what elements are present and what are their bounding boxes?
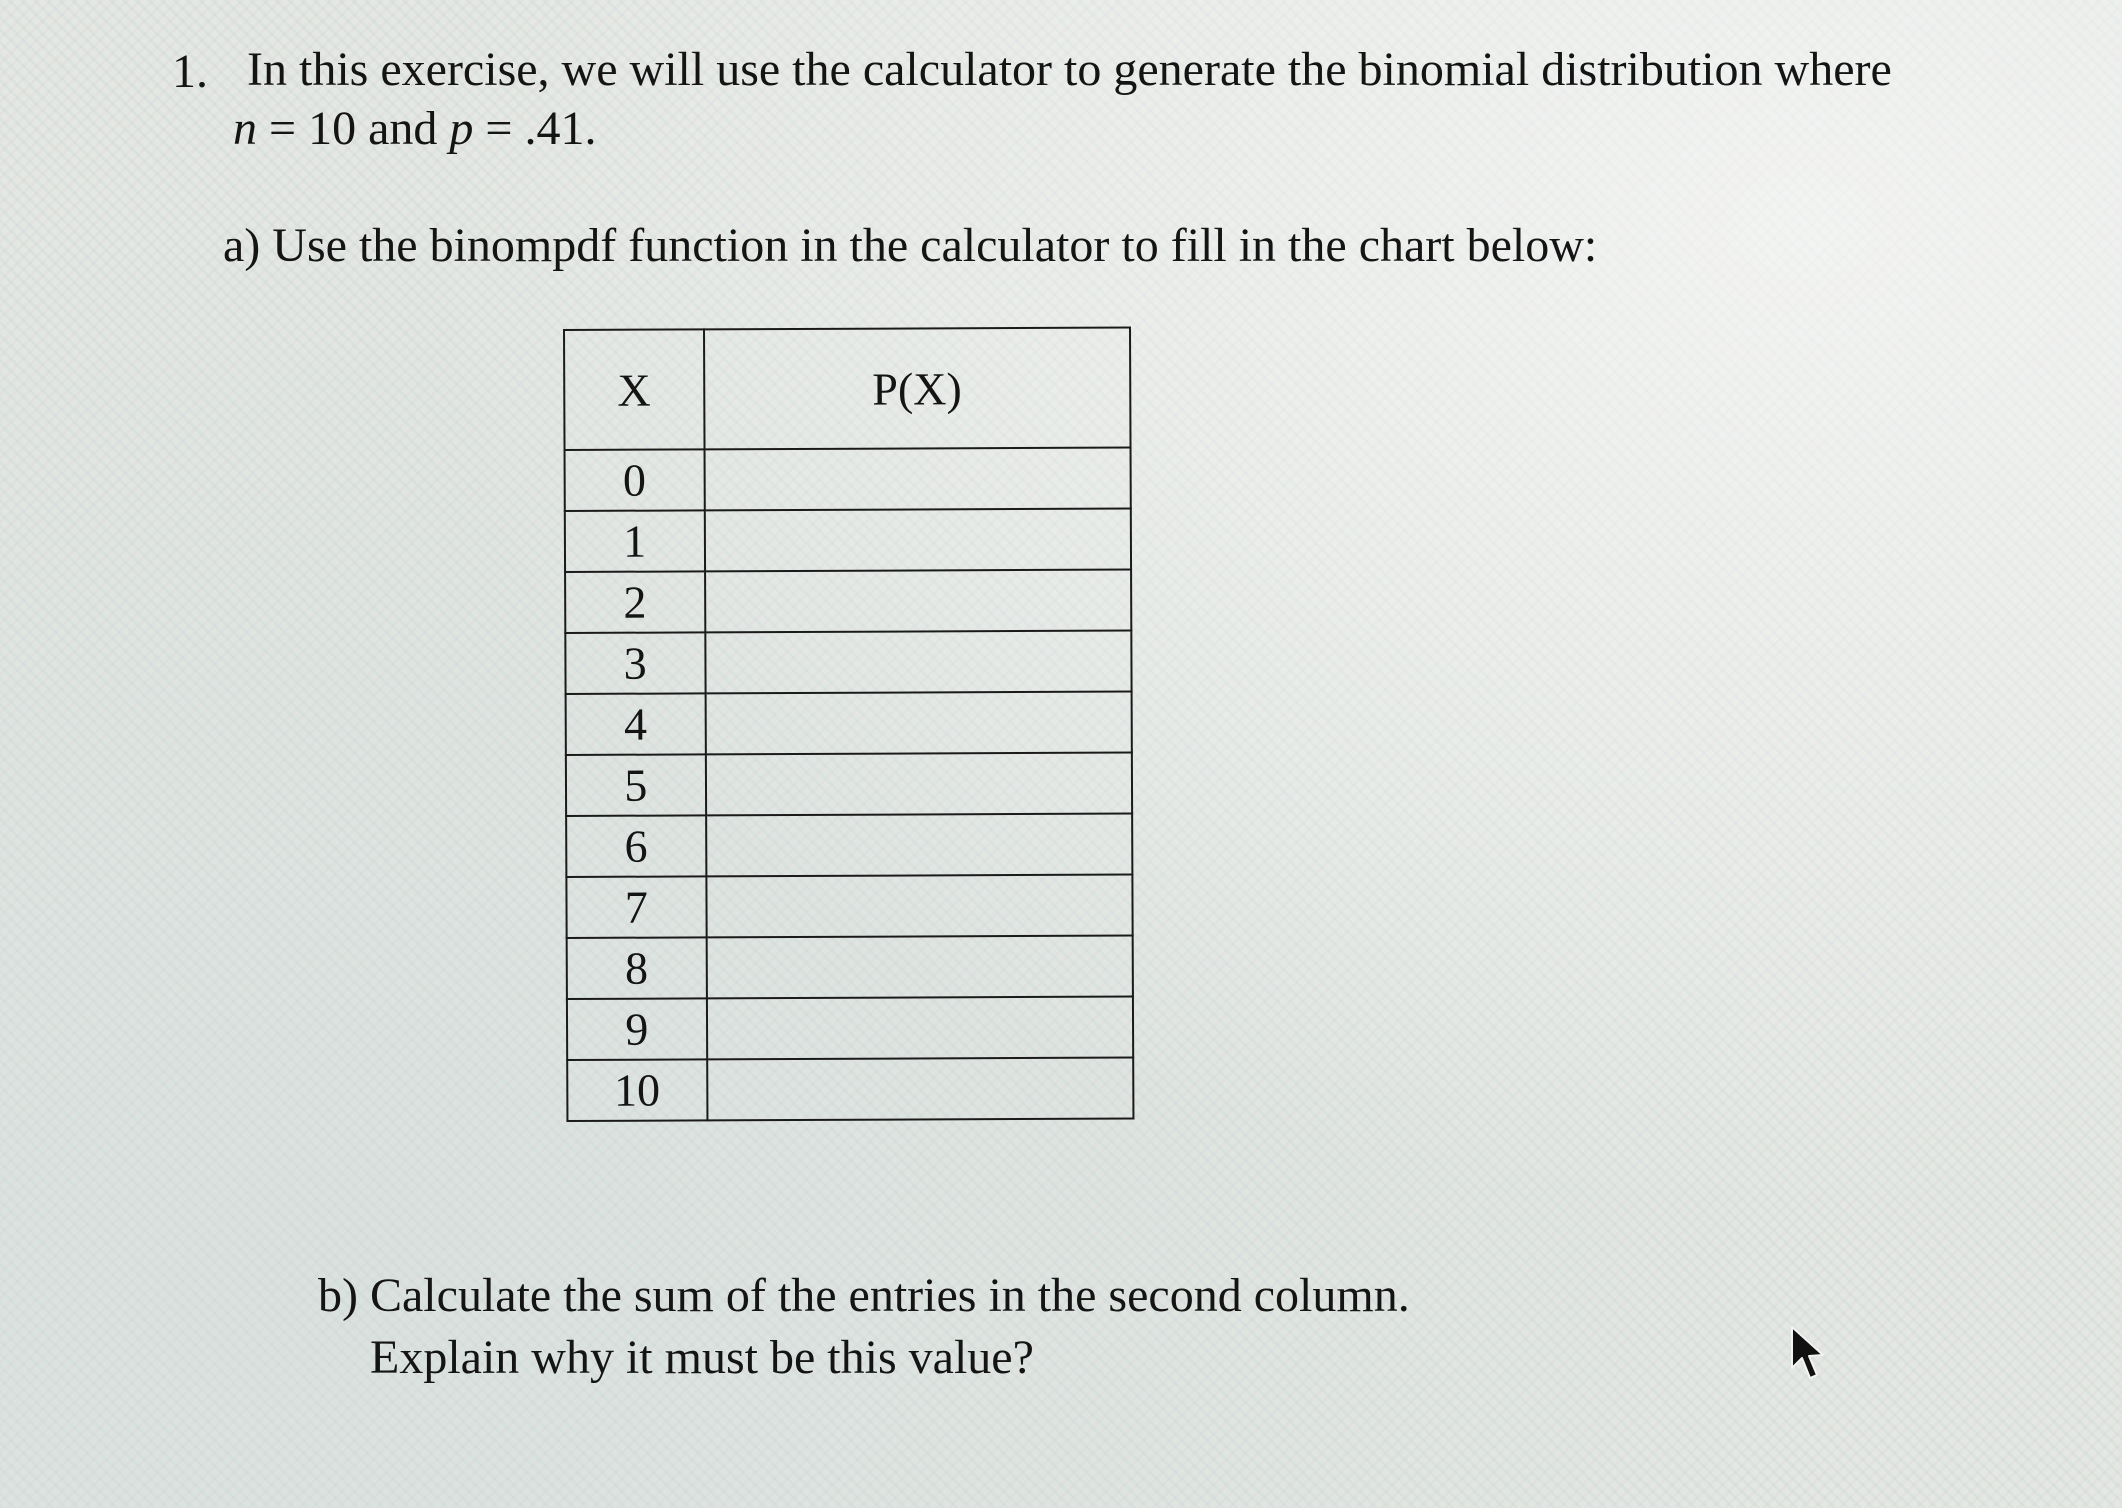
- x-cell: 4: [566, 693, 706, 755]
- x-cell: 9: [567, 998, 707, 1060]
- x-cell: 7: [566, 876, 706, 938]
- px-cell[interactable]: [706, 997, 1133, 1060]
- x-cell: 2: [565, 571, 705, 633]
- header-x: X: [564, 329, 704, 450]
- n-symbol: n: [233, 102, 257, 155]
- table-row: [566, 753, 1132, 816]
- x-cell: 6: [566, 815, 706, 877]
- table-row: [566, 875, 1132, 938]
- header-px: P(X): [704, 328, 1131, 450]
- table-row: [566, 692, 1132, 755]
- table-row: [565, 570, 1131, 633]
- px-cell[interactable]: [705, 692, 1132, 755]
- x-cell: 10: [567, 1059, 707, 1121]
- px-cell[interactable]: [705, 570, 1132, 633]
- p-value: = .41.: [485, 102, 597, 155]
- question-text-line1: In this exercise, we will use the calculator to generate the binomial distribution where: [247, 43, 1892, 96]
- table-row: [565, 509, 1131, 572]
- n-value: = 10 and: [269, 102, 438, 155]
- binomial-distribution-table: [563, 327, 1134, 1122]
- x-cell: 0: [565, 449, 705, 511]
- part-a-instruction: a) Use the binompdf function in the calculator to fill in the chart below:: [223, 219, 1598, 272]
- mouse-pointer-icon: [1788, 1324, 1828, 1384]
- part-b-question: b) Calculate the sum of the entries in the second column.: [318, 1269, 1410, 1322]
- table-row: [567, 936, 1133, 999]
- question-text-line2: [233, 102, 597, 155]
- px-cell[interactable]: [706, 814, 1133, 877]
- p-symbol: p: [449, 102, 474, 155]
- x-cell: 1: [565, 510, 705, 572]
- px-cell[interactable]: [704, 509, 1131, 572]
- question-number: 1.: [172, 45, 208, 98]
- px-cell[interactable]: [704, 448, 1131, 511]
- table-row: [566, 814, 1132, 877]
- part-b-question-line2: Explain why it must be this value?: [370, 1331, 1034, 1384]
- table-header-row: [564, 328, 1131, 450]
- px-cell[interactable]: [706, 936, 1133, 999]
- px-cell[interactable]: [706, 875, 1133, 938]
- table-row: [565, 631, 1131, 694]
- table-row: [567, 1058, 1133, 1121]
- px-cell[interactable]: [705, 753, 1132, 816]
- x-cell: 3: [565, 632, 705, 694]
- x-cell: 8: [567, 937, 707, 999]
- table-row: [567, 997, 1133, 1060]
- px-cell[interactable]: [707, 1058, 1134, 1121]
- x-cell: 5: [566, 754, 706, 816]
- table-row: [565, 448, 1131, 511]
- px-cell[interactable]: [705, 631, 1132, 694]
